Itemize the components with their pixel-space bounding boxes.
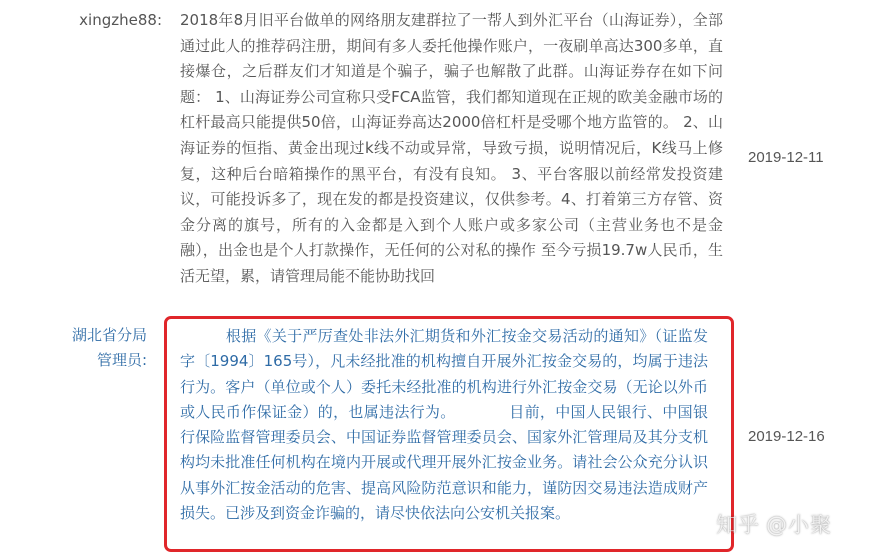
post-author-xingzhe88[interactable] bbox=[40, 8, 162, 33]
post-author-label[interactable]: xingzhe88: bbox=[79, 11, 162, 29]
post-date-user: 2019-12-11 bbox=[748, 149, 824, 166]
post-author-admin[interactable] bbox=[40, 323, 147, 373]
watermark-brand: 知乎 bbox=[716, 513, 760, 537]
admin-author-line1[interactable]: 湖北省分局 bbox=[71, 326, 147, 344]
zhihu-watermark bbox=[716, 509, 832, 539]
post-content-admin: 根据《关于严厉查处非法外汇期货和外汇按金交易活动的通知》（证监发字〔1994〕165号），凡未经批准的机构擅自开展外汇按金交易的，均属于违法行为。客户（单位或个人）委托未经批准的机构进行外汇按金交易（无论以外币或人民币作保证金）的，也属违法行为。 目前，中国人民银行、中国银行保险监督管理委员会、中国证券监督管理委员会、国家外汇管理局及其分支机构均未批准任何机构在境内开展或代理开展外汇按金业务。请社会公众充分认识从事外汇按金活动的危害、提高风险防范意识和能力，谨防因交易违法造成财产损失。已涉及到资金诈骗的，请尽快依法向公安机关报案。 bbox=[180, 327, 708, 523]
admin-author-line2[interactable]: 管理员: bbox=[96, 351, 147, 369]
post-content-user: 2018年8月旧平台做单的网络朋友建群拉了一帮人到外汇平台（山海证券），全部通过此人的推荐码注册，期间有多人委托他操作账户，一夜刷单高达300多单，直接爆仓，之后群友们才知道是个骗子，骗子也解散了此群。山海证券存在如下问题： 1、山海证券公司宣称只受FCA监管，我们都知道现在正规的欧美金融市场的杠杆最高只能提供50倍，山海证券高达2000倍杠杆是受哪个地方监管的。 2、山海证券的恒指、黄金出现过k线不动或异常，导致亏损，说明情况后，K线马上修复，这种后台暗箱操作的黑平台，有没有良知。 3、平台客服以前经常发投资建议，可能投诉多了，现在发的都是投资建议，仅供参考。4、打着第三方存管、资金分离的旗号，所有的入金都是入到个人账户或多家公司（主营业务也不是金融），出金也是个人打款操作，无任何的公对私的操作 至今亏损19.7w人民币，生活无望，累，请管理局能不能协助找回 bbox=[180, 11, 723, 285]
post-date-admin: 2019-12-16 bbox=[748, 428, 825, 445]
watermark-handle: @小聚 bbox=[766, 513, 832, 537]
